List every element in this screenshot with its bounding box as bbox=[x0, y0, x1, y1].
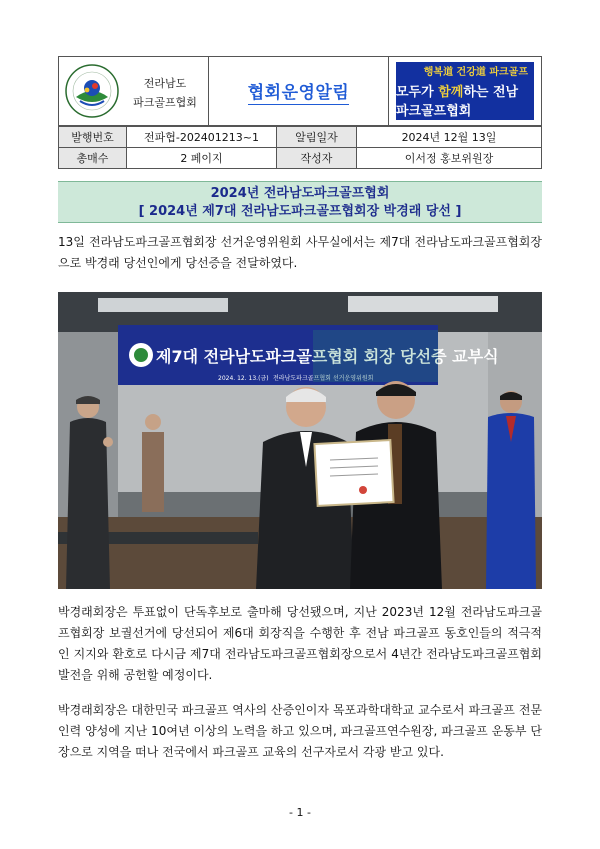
title-line2: [ 2024년 제7대 전라남도파크골프협회장 박경래 당선 ] bbox=[138, 204, 462, 219]
author-label: 작성자 bbox=[277, 148, 357, 169]
news-title bbox=[58, 181, 542, 223]
photo-banner-text: 제7대 전라남도파크골프협회 회장 당선증 교부식 bbox=[156, 347, 499, 366]
association-logo bbox=[64, 63, 120, 119]
paragraph-1: 13일 전라남도파크골프협회장 선거운영위원회 사무실에서는 제7대 전라남도파크골프협회장으로 박경래 당선인에게 당선증을 전달하였다. bbox=[58, 235, 542, 270]
meta-table bbox=[58, 126, 542, 169]
slogan-line1: 행복道 건강道 파크골프 bbox=[423, 67, 528, 78]
org-name-line1: 전라남도 bbox=[143, 77, 187, 90]
page-number: - 1 - bbox=[289, 806, 311, 819]
slogan-prefix: 모두가 bbox=[396, 85, 439, 100]
org-name bbox=[131, 74, 199, 112]
issue-no-label: 발행번호 bbox=[59, 127, 127, 148]
issue-no-value: 전파협-202401213~1 bbox=[127, 127, 277, 148]
doc-type-cell bbox=[209, 57, 389, 125]
ceremony-photo-image bbox=[58, 292, 542, 589]
paragraph-2: 박경래회장은 투표없이 단독후보로 출마해 당선됐으며, 지난 2023년 12월 전라남도파크골프협회장 보궐선거에 당선되어 제6대 회장직을 수행한 후 전남 파크골프 동호인들의 적극적인 지지와 환호로 다시금 제7대 전라남도파크골프협회장으로서 4년간 전라남도파크골프협회 발전을 위해 공헌할 예정이다. bbox=[58, 605, 542, 682]
slogan-line2 bbox=[396, 81, 528, 119]
document-header bbox=[58, 56, 542, 126]
org-name-line2: 파크골프협회 bbox=[133, 96, 197, 109]
photo-banner-date: 2024. 12. 13.(금) bbox=[218, 375, 269, 382]
photo-banner-sub: 전라남도파크골프협회 선거운영위원회 bbox=[273, 375, 374, 382]
doc-type-title: 협회운영알림 bbox=[248, 78, 350, 105]
pages-label: 총매수 bbox=[59, 148, 127, 169]
pages-value: 2 페이지 bbox=[127, 148, 277, 169]
date-value: 2024년 12월 13일 bbox=[357, 127, 542, 148]
meta-row-1 bbox=[59, 127, 542, 148]
meta-row-2 bbox=[59, 148, 542, 169]
author-value: 이서정 홍보위원장 bbox=[357, 148, 542, 169]
slogan-suffix: 하는 전남파크골프협회 bbox=[396, 85, 519, 119]
date-label: 알림일자 bbox=[277, 127, 357, 148]
org-block bbox=[59, 57, 209, 125]
ceremony-photo bbox=[58, 292, 542, 589]
paragraph-3: 박경래회장은 대한민국 파크골프 역사의 산증인이자 목포과학대학교 교수로서 파크골프 전문인력 양성에 지난 10여년 이상의 노력을 하고 있으며, 파크골프연수원장, 파크골프 운동부 단장으로 지역을 떠나 전국에서 파크골프 교육의 선구자로서 각광 받고 있다. bbox=[58, 703, 542, 759]
slogan-cell bbox=[389, 57, 541, 125]
slogan-banner bbox=[396, 62, 534, 120]
title-line1: 2024년 전라남도파크골프협회 bbox=[210, 186, 390, 201]
slogan-highlight: 함께 bbox=[438, 85, 464, 100]
